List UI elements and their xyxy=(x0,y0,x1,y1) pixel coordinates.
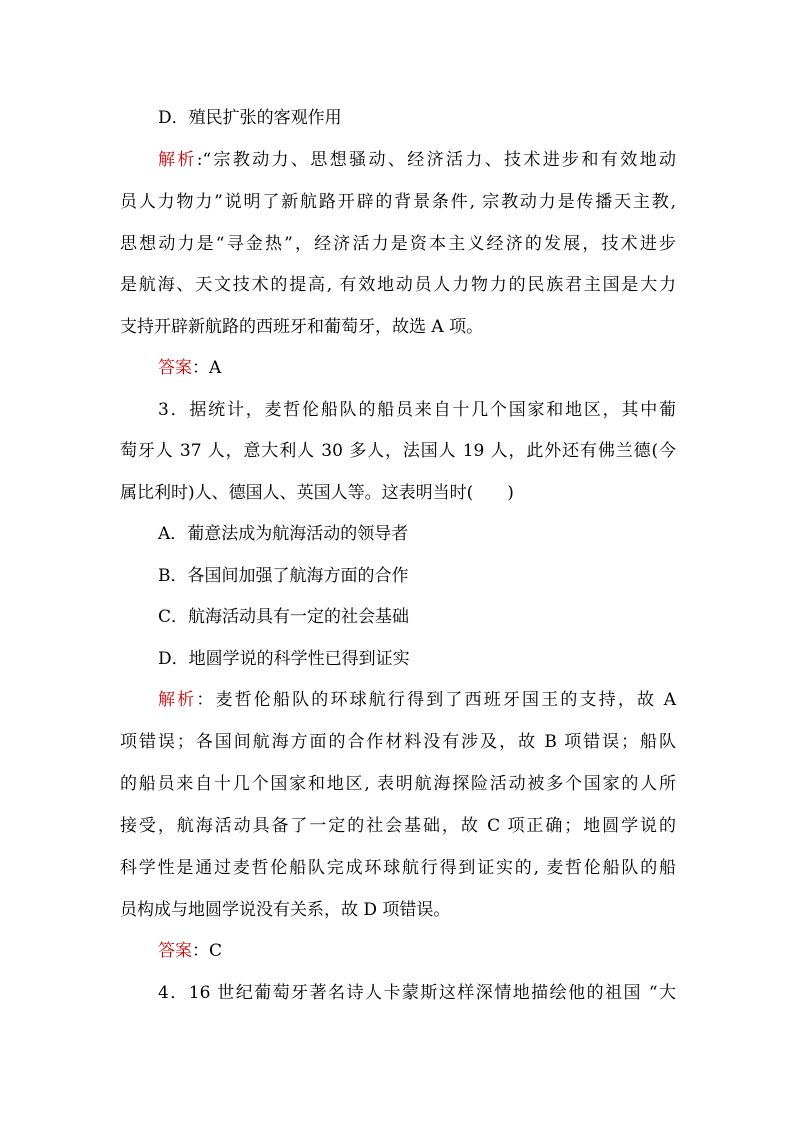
analysis-line xyxy=(158,149,676,171)
analysis-line: 项错误；各国间航海方面的合作材料没有涉及，故 B 项错误；船队 xyxy=(120,732,676,752)
question-stem-line: 3．据统计，麦哲伦船队的船员来自十几个国家和地区，其中葡 xyxy=(158,400,676,420)
analysis-text: :“宗教动力、思想骚动、经济活力、技术进步和有效地动 xyxy=(196,150,677,170)
analysis-line: 员人力物力”说明了新航路开辟的背景条件, 宗教动力是传播天主教, xyxy=(120,192,676,212)
analysis-label: 解析 xyxy=(158,150,197,170)
analysis-label: 解析 xyxy=(158,690,197,710)
analysis-line: 科学性是通过麦哲伦船队完成环球航行得到证实的, 麦哲伦船队的船 xyxy=(120,858,676,878)
option-b: B．各国间加强了航海方面的合作 xyxy=(158,566,409,586)
answer-line xyxy=(158,940,676,962)
analysis-line: 员构成与地圆学说没有关系，故 D 项错误。 xyxy=(120,900,451,920)
analysis-line: 支持开辟新航路的西班牙和葡萄牙，故选 A 项。 xyxy=(120,317,484,337)
analysis-line: 的船员来自十几个国家和地区, 表明航海探险活动被多个国家的人所 xyxy=(120,774,676,794)
answer-value: ：C xyxy=(192,941,223,961)
answer-line xyxy=(158,357,676,379)
analysis-text: ：麦哲伦船队的环球航行得到了西班牙国王的支持，故 A xyxy=(196,690,677,710)
answer-value: ：A xyxy=(192,358,222,378)
option-d: D．殖民扩张的客观作用 xyxy=(158,108,342,128)
answer-label: 答案 xyxy=(158,941,192,961)
option-c: C．航海活动具有一定的社会基础 xyxy=(158,607,410,627)
analysis-line: 是航海、天文技术的提高, 有效地动员人力物力的民族君主国是大力 xyxy=(120,275,676,295)
question-stem-line: 4．16 世纪葡萄牙著名诗人卡蒙斯这样深情地描绘他的祖国 “大 xyxy=(158,983,676,1003)
question-stem-line: 属比利时)人、德国人、英国人等。这表明当时( ) xyxy=(120,483,514,503)
option-a: A．葡意法成为航海活动的领导者 xyxy=(158,524,409,544)
answer-label: 答案 xyxy=(158,358,192,378)
analysis-line: 思想动力是“寻金热”，经济活力是资本主义经济的发展，技术进步 xyxy=(120,234,676,254)
option-d: D．地圆学说的科学性已得到证实 xyxy=(158,649,410,669)
analysis-line: 接受，航海活动具备了一定的社会基础，故 C 项正确；地圆学说的 xyxy=(120,816,676,836)
question-stem-line: 萄牙人 37 人，意大利人 30 多人，法国人 19 人，此外还有佛兰德(今 xyxy=(120,441,676,461)
analysis-line xyxy=(158,689,676,711)
